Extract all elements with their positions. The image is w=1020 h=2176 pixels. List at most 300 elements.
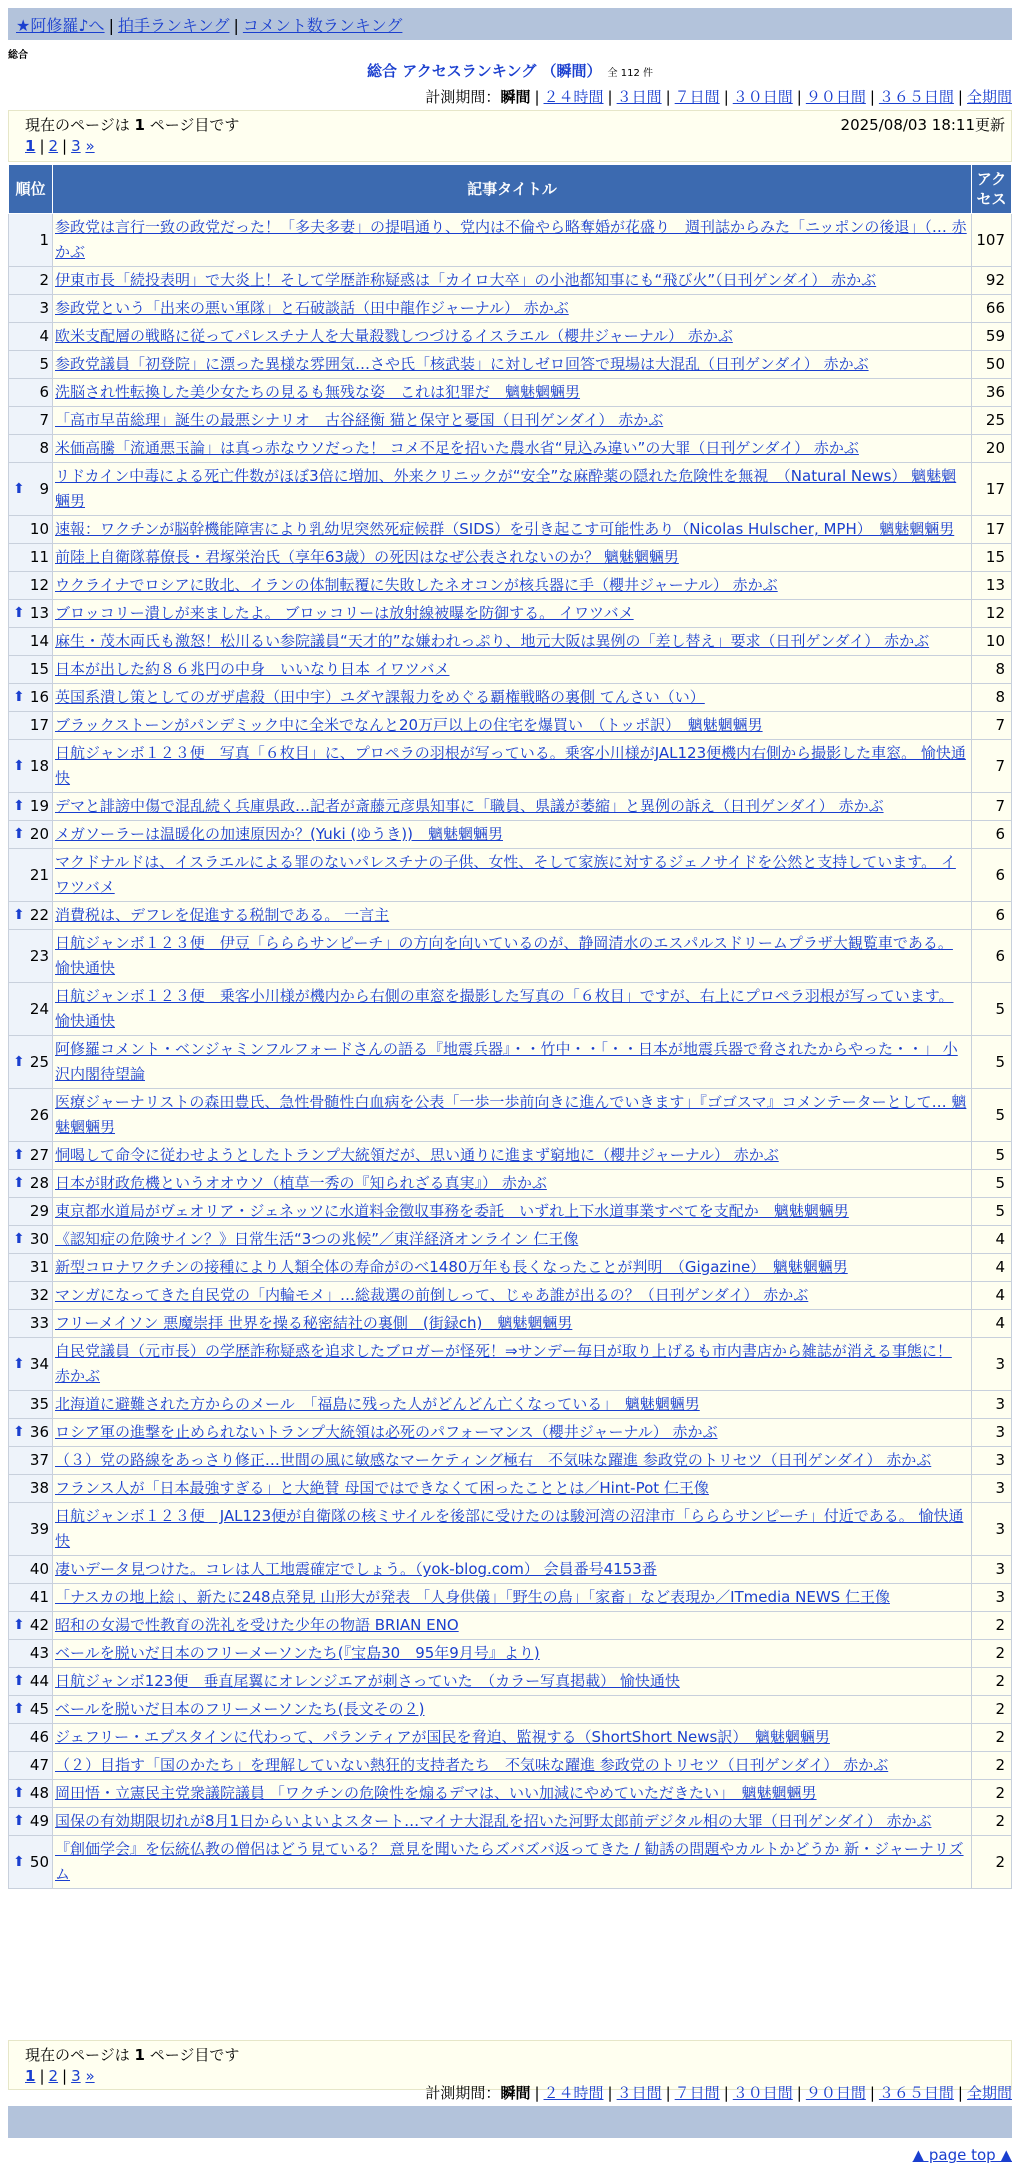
period-link[interactable]: ９０日間 — [805, 2084, 866, 2102]
rank-cell — [9, 351, 53, 379]
title-cell — [53, 1282, 972, 1310]
access-count: 5 — [972, 1198, 1012, 1226]
article-title-link[interactable]: 参政党議員「初登院」に漂った異様な雰囲気…さや氏「核武装」に対しゼロ回答で現場は大混乱（日刊ゲンダイ） 赤かぶ — [55, 355, 869, 373]
rank-cell — [9, 1584, 53, 1612]
access-count: 5 — [972, 1142, 1012, 1170]
period-link[interactable]: ２４時間 — [543, 2084, 604, 2102]
rank-number: 33 — [29, 1314, 49, 1332]
rank-cell — [9, 628, 53, 656]
title-cell — [53, 1447, 972, 1475]
rank-number: 44 — [29, 1672, 49, 1690]
access-count: 6 — [972, 849, 1012, 902]
title-cell — [53, 1419, 972, 1447]
article-title-link[interactable]: ブラックストーンがパンデミック中に全米でなんと20万戸以上の住宅を爆買い （トッポ訳） 魑魅魍魎男 — [55, 716, 763, 734]
rank-cell — [9, 1503, 53, 1556]
access-count: 3 — [972, 1503, 1012, 1556]
table-row — [9, 1226, 1012, 1254]
period-link[interactable]: ３６５日間 — [878, 2084, 954, 2102]
rank-up-arrow-icon: ⬆ — [13, 1853, 25, 1870]
period-link[interactable]: ３６５日間 — [878, 88, 954, 106]
article-title-link[interactable]: ベールを脱いだ日本のフリーメーソンたち(長文その２) — [55, 1700, 425, 1718]
rank-number: 46 — [29, 1728, 49, 1746]
rank-cell — [9, 1447, 53, 1475]
table-row — [9, 1447, 1012, 1475]
table-row — [9, 1808, 1012, 1836]
rank-cell — [9, 740, 53, 793]
article-title-link[interactable]: 麻生・茂木両氏も激怒！松川るい参院議員“天才的”な嫌われっぷり、地元大阪は異例の「差し替え」要求（日刊ゲンダイ） 赤かぶ — [55, 632, 930, 650]
rank-cell — [9, 463, 53, 516]
title-cell — [53, 656, 972, 684]
period-link[interactable]: ３日間 — [616, 88, 662, 106]
rank-number: 27 — [29, 1146, 49, 1164]
rank-number: 43 — [29, 1644, 49, 1662]
rank-number: 18 — [29, 756, 49, 775]
rank-number: 2 — [39, 271, 49, 289]
pager-page-link[interactable]: 3 — [71, 2067, 81, 2085]
rank-cell — [9, 1808, 53, 1836]
rank-up-arrow-icon: ⬆ — [13, 1355, 25, 1372]
article-title-link[interactable]: 東京都水道局がヴェオリア・ジェネッツに水道料金徴収事務を委託 いずれ上下水道事業すべてを支配か 魑魅魍魎男 — [55, 1202, 849, 1220]
rank-number: 39 — [29, 1519, 49, 1538]
rank-number: 30 — [29, 1230, 49, 1248]
article-title-link[interactable]: 国保の有効期限切れが8月1日からいよいよスタート…マイナ大混乱を招いた河野太郎前デジタル相の大罪（日刊ゲンダイ） 赤かぶ — [55, 1812, 932, 1830]
current-page-suffix: ページ目です — [149, 2046, 240, 2064]
rank-up-arrow-icon: ⬆ — [13, 798, 25, 814]
access-count: 15 — [972, 544, 1012, 572]
table-row — [9, 1612, 1012, 1640]
table-row — [9, 740, 1012, 793]
rank-number: 34 — [29, 1354, 49, 1373]
rank-number: 13 — [29, 604, 49, 622]
rank-cell — [9, 544, 53, 572]
article-title-link[interactable]: 英国系潰し策としてのガザ虐殺（田中宇）ユダヤ課報力をめぐる覇権戦略の裏側 てんさい（い） — [55, 688, 705, 706]
article-title-link[interactable]: マクドナルドは、イスラエルによる罪のないパレスチナの子供、女性、そして家族に対するジェノサイドを公然と支持しています。 イワツバメ — [55, 853, 956, 896]
table-row — [9, 572, 1012, 600]
access-count: 2 — [972, 1668, 1012, 1696]
current-page-number: 1 — [134, 116, 145, 134]
access-count: 12 — [972, 600, 1012, 628]
pager-separator: | — [39, 137, 45, 155]
page-title — [0, 60, 1020, 81]
article-title-link[interactable]: ブロッコリー潰しが来ましたよ。 ブロッコリーは放射線被曝を防御する。 イワツバメ — [55, 604, 634, 622]
rank-up-arrow-icon: ⬆ — [13, 689, 25, 705]
access-count: 3 — [972, 1391, 1012, 1419]
rank-up-arrow-icon: ⬆ — [13, 605, 25, 621]
pager-page-link[interactable]: 1 — [25, 2067, 36, 2085]
title-cell — [53, 435, 972, 463]
page-top-link[interactable]: ▲ page top ▲ — [912, 2146, 1012, 2164]
access-count: 2 — [972, 1836, 1012, 1889]
rank-number: 41 — [29, 1588, 49, 1606]
period-separator: | — [665, 88, 671, 106]
rank-up-arrow-icon: ⬆ — [13, 1424, 25, 1440]
rank-cell — [9, 1391, 53, 1419]
rank-number: 25 — [29, 1052, 49, 1071]
period-separator: | — [723, 88, 729, 106]
period-separator: | — [665, 2084, 671, 2102]
title-cell — [53, 214, 972, 267]
applause-ranking-link[interactable]: 拍手ランキング — [117, 16, 230, 35]
article-title-link[interactable]: 日本が出した約８６兆円の中身 いいなり日本 イワツバメ — [55, 660, 450, 678]
table-row — [9, 1780, 1012, 1808]
access-count: 13 — [972, 572, 1012, 600]
table-row — [9, 544, 1012, 572]
category-label: 総合 — [8, 50, 28, 61]
rank-number: 1 — [39, 230, 49, 249]
article-title-link[interactable]: 北海道に避難された方からのメール 「福島に残った人がどんどん亡くなっている」 魑魅魍魎男 — [55, 1395, 700, 1413]
table-row — [9, 1170, 1012, 1198]
article-title-link[interactable]: 医療ジャーナリストの森田豊氏、急性骨髄性白血病を公表「一歩一歩前向きに進んでいきます」『ゴゴスマ』コメンテーターとして… 魑魅魍魎男 — [55, 1093, 967, 1136]
title-cell — [53, 902, 972, 930]
access-count: 4 — [972, 1254, 1012, 1282]
article-title-link[interactable]: ベールを脱いだ日本のフリーメーソンたち(『宝島30 95年9月号』より) — [55, 1644, 540, 1662]
article-title-link[interactable]: 参政党は言行一致の政党だった！「多夫多妻」の提唱通り、党内は不倫やら略奪婚が花盛り 週刊誌からみた「ニッポンの後退」（… 赤かぶ — [55, 218, 967, 261]
table-row — [9, 1836, 1012, 1889]
access-count: 50 — [972, 351, 1012, 379]
access-count: 66 — [972, 295, 1012, 323]
title-cell — [53, 1198, 972, 1226]
article-title-link[interactable]: フランス人が「日本最強すぎる」と大絶賛 母国ではできなくて困ったこととは／Hint-Pot 仁王像 — [55, 1479, 709, 1497]
rank-up-arrow-icon: ⬆ — [13, 826, 25, 842]
period-link[interactable]: ９０日間 — [805, 88, 866, 106]
title-cell — [53, 295, 972, 323]
article-title-link[interactable]: ロシア軍の進撃を止められないトランプ大統領は必死のパフォーマンス（櫻井ジャーナル） 赤かぶ — [55, 1423, 718, 1441]
article-title-link[interactable]: ウクライナでロシアに敗北、イランの体制転覆に失敗したネオコンが核兵器に手（櫻井ジャーナル） 赤かぶ — [55, 576, 778, 594]
period-link[interactable]: 全期間 — [966, 88, 1012, 106]
article-title-link[interactable]: メガソーラーは温暖化の加速原因か？(Yuki (ゆうき)) 魑魅魍魎男 — [55, 825, 503, 843]
rank-cell — [9, 684, 53, 712]
rank-number: 31 — [29, 1258, 49, 1276]
rank-up-arrow-icon: ⬆ — [13, 1813, 25, 1829]
rank-number: 9 — [39, 479, 49, 498]
nav-separator: | — [233, 16, 239, 35]
access-count: 6 — [972, 821, 1012, 849]
current-page-text — [25, 2044, 995, 2065]
rank-number: 12 — [29, 576, 49, 594]
period-link[interactable]: 全期間 — [966, 2084, 1012, 2102]
title-cell — [53, 544, 972, 572]
title-cell — [53, 628, 972, 656]
article-title-link[interactable]: 洗脳され性転換した美少女たちの見るも無残な姿 これは犯罪だ 魑魅魍魎男 — [55, 383, 581, 401]
pager-page-link[interactable]: 2 — [48, 137, 59, 155]
rank-cell — [9, 379, 53, 407]
access-count: 3 — [972, 1475, 1012, 1503]
rank-number: 6 — [39, 383, 49, 401]
current-page-prefix: 現在のページは — [25, 116, 130, 134]
title-cell — [53, 1836, 972, 1889]
pager-page-link[interactable]: 2 — [48, 2067, 59, 2085]
rank-number: 35 — [29, 1395, 49, 1413]
access-count: 7 — [972, 712, 1012, 740]
pager — [25, 137, 995, 155]
rank-number: 32 — [29, 1286, 49, 1304]
table-row — [9, 214, 1012, 267]
rank-up-arrow-icon: ⬆ — [13, 480, 25, 497]
table-row — [9, 1668, 1012, 1696]
article-title-link[interactable]: 自民党議員（元市長）の学歴詐称疑惑を追求したブロガーが怪死！⇒サンデー毎日が取り上げるも市内書店から雑誌が消える事態に！ 赤かぶ — [55, 1342, 952, 1385]
period-separator: | — [957, 88, 963, 106]
rank-cell — [9, 1338, 53, 1391]
ranking-table — [8, 164, 1012, 1889]
access-count: 20 — [972, 435, 1012, 463]
title-cell — [53, 1391, 972, 1419]
table-row — [9, 600, 1012, 628]
period-link[interactable]: ３日間 — [616, 2084, 662, 2102]
article-title-link[interactable]: 岡田悟・立憲民主党衆議院議員 「ワクチンの危険性を煽るデマは、いい加減にやめていただきたい」 魑魅魍魎男 — [55, 1784, 817, 1802]
pager-separator: | — [39, 2067, 45, 2085]
title-cell — [53, 1338, 972, 1391]
rank-cell — [9, 656, 53, 684]
pager-separator: | — [62, 137, 68, 155]
rank-number: 24 — [29, 999, 49, 1018]
item-count: 全 112 件 — [607, 68, 653, 79]
article-title-link[interactable]: 参政党という「出来の悪い軍隊」と石破談話（田中龍作ジャーナル） 赤かぶ — [55, 299, 569, 317]
title-cell — [53, 1556, 972, 1584]
table-row — [9, 295, 1012, 323]
footer-bar — [8, 2106, 1012, 2138]
rank-number: 21 — [29, 865, 49, 884]
rank-cell — [9, 1475, 53, 1503]
pager-next-link[interactable]: » — [85, 2067, 95, 2085]
rank-number: 36 — [29, 1423, 49, 1441]
article-title-link[interactable]: 伊東市長「続投表明」で大炎上！そして学歴詐称疑惑は「カイロ大卒」の小池都知事にも“飛び火”（日刊ゲンダイ） 赤かぶ — [55, 271, 877, 289]
title-cell — [53, 1226, 972, 1254]
rank-cell — [9, 1668, 53, 1696]
period-link[interactable]: ７日間 — [674, 2084, 720, 2102]
rank-cell — [9, 930, 53, 983]
rank-cell — [9, 1170, 53, 1198]
article-title-link[interactable]: 新型コロナワクチンの接種により人類全体の寿命がのべ1480万年も長くなったことが判明 （Gigazine） 魑魅魍魎男 — [55, 1258, 848, 1276]
current-page-suffix: ページ目です — [149, 116, 240, 134]
period-link[interactable]: ３０日間 — [732, 2084, 793, 2102]
access-count: 5 — [972, 1036, 1012, 1089]
period-link[interactable]: ３０日間 — [732, 88, 793, 106]
home-link[interactable]: ★阿修羅♪へ — [16, 16, 105, 35]
rank-cell — [9, 1724, 53, 1752]
article-title-link[interactable]: 欧米支配層の戦略に従ってパレスチナ人を大量殺戮しつづけるイスラエル（櫻井ジャーナル） 赤かぶ — [55, 327, 733, 345]
access-count: 5 — [972, 1089, 1012, 1142]
top-nav-bar — [8, 8, 1012, 40]
table-row — [9, 712, 1012, 740]
rank-number: 49 — [29, 1812, 49, 1830]
rank-cell — [9, 323, 53, 351]
table-row — [9, 1752, 1012, 1780]
rank-number: 10 — [29, 520, 49, 538]
table-row — [9, 793, 1012, 821]
article-title-link[interactable]: 「ナスカの地上絵」、新たに248点発見 山形大が発表 「人身供儀」「野生の鳥」「家畜」など表現か／ITmedia NEWS 仁王像 — [55, 1588, 890, 1606]
current-page-prefix: 現在のページは — [25, 2046, 130, 2064]
access-count: 2 — [972, 1808, 1012, 1836]
article-title-link[interactable]: 日航ジャンボ123便 垂直尾翼にオレンジエアが刺さっていた （カラー写真掲載） 愉快通快 — [55, 1672, 680, 1690]
table-row — [9, 930, 1012, 983]
title-cell — [53, 1780, 972, 1808]
access-count: 59 — [972, 323, 1012, 351]
access-count: 5 — [972, 983, 1012, 1036]
rank-number: 50 — [29, 1852, 49, 1871]
article-title-link[interactable]: 昭和の女湯で性教育の洗礼を受けた少年の物語 BRIAN ENO — [55, 1616, 459, 1634]
article-title-link[interactable]: 日航ジャンボ１２３便 乗客小川様が機内から右側の車窓を撮影した写真の「６枚目」ですが、右上にプロペラ羽根が写っています。 愉快通快 — [55, 987, 954, 1030]
table-row — [9, 407, 1012, 435]
pager-page-link[interactable]: 1 — [25, 137, 36, 155]
access-count: 2 — [972, 1640, 1012, 1668]
rank-number: 26 — [29, 1105, 49, 1124]
title-cell — [53, 463, 972, 516]
title-cell — [53, 267, 972, 295]
table-row — [9, 684, 1012, 712]
title-cell — [53, 1724, 972, 1752]
rank-cell — [9, 1696, 53, 1724]
rank-number: 16 — [29, 688, 49, 706]
pager-separator: | — [62, 2067, 68, 2085]
article-title-link[interactable]: 《認知症の危険サイン？》日常生活“3つの兆候”／東洋経済オンライン 仁王像 — [55, 1230, 579, 1248]
article-title-link[interactable]: マンガになってきた自民党の「内輪モメ」…総裁選の前倒しって、じゃあ誰が出るの？（日刊ゲンダイ） 赤かぶ — [55, 1286, 809, 1304]
access-count: 5 — [972, 1170, 1012, 1198]
rank-cell — [9, 849, 53, 902]
pager-next-link[interactable]: » — [85, 137, 95, 155]
rank-cell — [9, 516, 53, 544]
article-title-link[interactable]: リドカイン中毒による死亡件数がほぼ3倍に増加、外来クリニックが“安全”な麻酔薬の隠れた危険性を無視 （Natural News） 魑魅魍魎男 — [55, 467, 957, 510]
article-title-link[interactable]: （２）目指す「国のかたち」を理解していない熱狂的支持者たち 不気味な躍進 参政党のトリセツ（日刊ゲンダイ） 赤かぶ — [55, 1756, 889, 1774]
rank-up-arrow-icon: ⬆ — [13, 1175, 25, 1191]
rank-number: 29 — [29, 1202, 49, 1220]
rank-up-arrow-icon: ⬆ — [13, 1785, 25, 1801]
title-cell — [53, 323, 972, 351]
rank-number: 8 — [39, 439, 49, 457]
pager-page-link[interactable]: 3 — [71, 137, 81, 155]
article-title-link[interactable]: （３）党の路線をあっさり修正…世間の風に敏感なマーケティング極右 不気味な躍進 参政党のトリセツ（日刊ゲンダイ） 赤かぶ — [55, 1451, 932, 1469]
article-title-link[interactable]: 消費税は、デフレを促進する税制である。 一言主 — [55, 906, 390, 924]
rank-header: 順位 — [9, 165, 53, 214]
title-cell — [53, 983, 972, 1036]
table-row — [9, 1391, 1012, 1419]
period-separator: | — [607, 88, 613, 106]
rank-cell — [9, 1226, 53, 1254]
article-title-link[interactable]: 日航ジャンボ１２３便 写真「６枚目」に、プロペラの羽根が写っている。乗客小川様がJAL123便機内右側から撮影した車窓。 愉快通快 — [55, 744, 966, 787]
table-row — [9, 656, 1012, 684]
article-title-link[interactable]: 米価高騰「流通悪玉論」は真っ赤なウソだった！ コメ不足を招いた農水省“見込み違い”の大罪（日刊ゲンダイ） 赤かぶ — [55, 439, 859, 457]
rank-number: 7 — [39, 411, 49, 429]
rank-cell — [9, 1419, 53, 1447]
access-count: 6 — [972, 930, 1012, 983]
article-title-link[interactable]: 凄いデータ見つけた。コレは人工地震確定でしょう。（yok-blog.com） 会員番号4153番 — [55, 1560, 657, 1578]
period-separator: | — [723, 2084, 729, 2102]
rank-number: 19 — [29, 797, 49, 815]
rank-cell — [9, 1752, 53, 1780]
rank-cell — [9, 793, 53, 821]
period-separator: | — [796, 88, 802, 106]
title-cell — [53, 1752, 972, 1780]
period-separator: | — [796, 2084, 802, 2102]
article-title-link[interactable]: 『創価学会』を伝統仏教の僧侶はどう見ている？ 意見を聞いたらズバズバ返ってきた / 勧誘の問題やカルトかどうか 新・ジャーナリズム — [55, 1840, 964, 1883]
table-row — [9, 821, 1012, 849]
access-count: 3 — [972, 1584, 1012, 1612]
table-row — [9, 1142, 1012, 1170]
title-cell — [53, 407, 972, 435]
period-link[interactable]: ７日間 — [674, 88, 720, 106]
rank-number: 17 — [29, 716, 49, 734]
title-cell — [53, 600, 972, 628]
access-count: 10 — [972, 628, 1012, 656]
access-count: 92 — [972, 267, 1012, 295]
period-link[interactable]: ２４時間 — [543, 88, 604, 106]
table-row — [9, 1282, 1012, 1310]
article-title-link[interactable]: 速報：ワクチンが脳幹機能障害により乳幼児突然死症候群（SIDS）を引き起こす可能性あり（Nicolas Hulscher, MPH） 魑魅魍魎男 — [55, 520, 955, 538]
article-title-link[interactable]: 阿修羅コメント・ベンジャミンフルフォードさんの語る『地震兵器』・・竹中・・「・・日本が地震兵器で脅されたからやった・・」 小沢内閣待望論 — [55, 1040, 958, 1083]
table-row — [9, 1310, 1012, 1338]
article-title-link[interactable]: 「高市早苗総理」誕生の最悪シナリオ 古谷経衡 猫と保守と憂国（日刊ゲンダイ） 赤かぶ — [55, 411, 664, 429]
access-count: 3 — [972, 1419, 1012, 1447]
access-count: 2 — [972, 1780, 1012, 1808]
title-cell — [53, 1612, 972, 1640]
title-cell — [53, 351, 972, 379]
article-title-link[interactable]: デマと誹謗中傷で混乱続く兵庫県政…記者が斎藤元彦県知事に「職員、県議が萎縮」と異例の訴え（日刊ゲンダイ） 赤かぶ — [55, 797, 884, 815]
title-cell — [53, 1640, 972, 1668]
title-cell — [53, 1170, 972, 1198]
article-title-link[interactable]: ジェフリー・エプスタインに代わって、パランティアが国民を脅迫、監視する（ShortShort News訳） 魑魅魍魎男 — [55, 1728, 830, 1746]
access-count: 2 — [972, 1724, 1012, 1752]
period-separator: | — [869, 2084, 875, 2102]
article-title-link[interactable]: 恫喝して命令に従わせようとしたトランプ大統領だが、思い通りに進まず窮地に（櫻井ジャーナル） 赤かぶ — [55, 1146, 779, 1164]
rank-cell — [9, 1282, 53, 1310]
rank-cell — [9, 1036, 53, 1089]
article-title-link[interactable]: 日航ジャンボ１２３便 伊豆「らららサンピーチ」の方向を向いているのが、静岡清水のエスパルスドリームプラザ大観覧車である。 愉快通快 — [55, 934, 953, 977]
title-cell — [53, 1696, 972, 1724]
access-count: 36 — [972, 379, 1012, 407]
article-title-link[interactable]: 日航ジャンボ１２３便 JAL123便が自衛隊の核ミサイルを後部に受けたのは駿河湾の沼津市「らららサンピーチ」付近である。 愉快通快 — [55, 1507, 964, 1550]
comment-ranking-link[interactable]: コメント数ランキング — [242, 16, 403, 35]
article-title-link[interactable]: 日本が財政危機というオオウソ（植草一秀の『知られざる真実』） 赤かぶ — [55, 1174, 547, 1192]
access-count: 8 — [972, 684, 1012, 712]
period-label: 計測期間： — [425, 88, 501, 106]
access-count: 107 — [972, 214, 1012, 267]
article-title-link[interactable]: 前陸上自衛隊幕僚長・君塚栄治氏（享年63歳）の死因はなぜ公表されないのか？ 魑魅魍魎男 — [55, 548, 679, 566]
rank-cell — [9, 1142, 53, 1170]
title-cell — [53, 821, 972, 849]
nav-separator: | — [108, 16, 114, 35]
title-cell — [53, 1668, 972, 1696]
title-cell — [53, 1808, 972, 1836]
table-row — [9, 1724, 1012, 1752]
rank-number: 40 — [29, 1560, 49, 1578]
title-cell — [53, 793, 972, 821]
access-header: アクセス — [972, 165, 1012, 214]
rank-number: 37 — [29, 1451, 49, 1469]
access-count: 6 — [972, 902, 1012, 930]
title-cell — [53, 1503, 972, 1556]
table-row — [9, 1584, 1012, 1612]
updated-timestamp: 2025/08/03 18:11更新 — [840, 116, 1005, 134]
table-row — [9, 1254, 1012, 1282]
rank-cell — [9, 435, 53, 463]
rank-cell — [9, 1780, 53, 1808]
rank-cell — [9, 1836, 53, 1889]
rank-cell — [9, 1640, 53, 1668]
table-row — [9, 1036, 1012, 1089]
table-row — [9, 1419, 1012, 1447]
title-cell — [53, 712, 972, 740]
title-cell — [53, 1254, 972, 1282]
title-header: 記事タイトル — [53, 165, 972, 214]
period-separator: | — [957, 2084, 963, 2102]
rank-number: 15 — [29, 660, 49, 678]
title-cell — [53, 572, 972, 600]
table-row — [9, 1475, 1012, 1503]
access-count: 3 — [972, 1338, 1012, 1391]
period-current: 瞬間 — [500, 2084, 531, 2102]
rank-cell — [9, 902, 53, 930]
rank-cell — [9, 821, 53, 849]
article-title-link[interactable]: フリーメイソン 悪魔崇拝 世界を操る秘密結社の裏側 (街録ch) 魑魅魍魎男 — [55, 1314, 573, 1332]
